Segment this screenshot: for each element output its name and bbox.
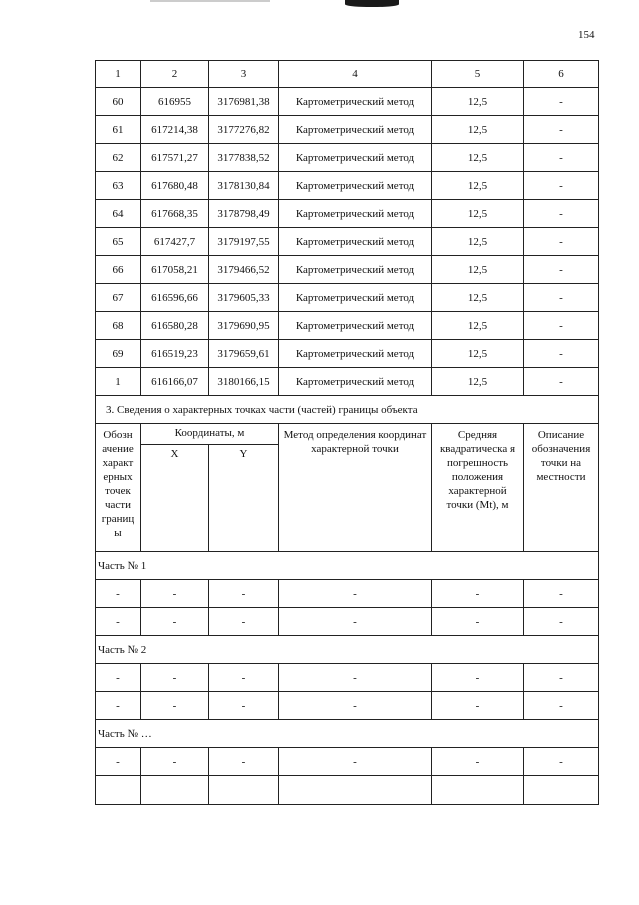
description-cell: - bbox=[524, 144, 599, 172]
accuracy-cell: 12,5 bbox=[432, 200, 524, 228]
method-cell: - bbox=[279, 664, 432, 692]
header-y: Y bbox=[209, 445, 279, 552]
point-number-cell: - bbox=[96, 692, 141, 720]
accuracy-cell: 12,5 bbox=[432, 172, 524, 200]
x-coordinate-cell: 617680,48 bbox=[141, 172, 209, 200]
header-accuracy: Средняя квадратическа я погрешность положения характерной точки (Mt), м bbox=[432, 424, 524, 552]
point-number-cell: - bbox=[96, 664, 141, 692]
accuracy-cell: 12,5 bbox=[432, 368, 524, 396]
accuracy-cell: - bbox=[432, 580, 524, 608]
header-method: Метод определения координат характерной точки bbox=[279, 424, 432, 552]
x-coordinate-cell: - bbox=[141, 692, 209, 720]
x-coordinate-cell: - bbox=[141, 748, 209, 776]
empty-cell bbox=[432, 776, 524, 805]
header-x: X bbox=[141, 445, 209, 552]
accuracy-cell: 12,5 bbox=[432, 88, 524, 116]
table-row bbox=[96, 88, 599, 116]
point-number-cell: - bbox=[96, 580, 141, 608]
table-body bbox=[96, 61, 599, 805]
table-row bbox=[96, 692, 599, 720]
description-cell: - bbox=[524, 692, 599, 720]
description-cell: - bbox=[524, 664, 599, 692]
header-point-designation: Обозн ачение характ ерных точек части границ ы bbox=[96, 424, 141, 552]
y-coordinate-cell: 3179466,52 bbox=[209, 256, 279, 284]
y-coordinate-cell: 3179605,33 bbox=[209, 284, 279, 312]
accuracy-cell: 12,5 bbox=[432, 228, 524, 256]
y-coordinate-cell: 3176981,38 bbox=[209, 88, 279, 116]
method-cell: - bbox=[279, 748, 432, 776]
table-row bbox=[96, 748, 599, 776]
description-cell: - bbox=[524, 368, 599, 396]
column-number: 1 bbox=[96, 61, 141, 88]
table-row bbox=[96, 340, 599, 368]
part-label: Часть № 2 bbox=[96, 636, 599, 664]
column-number: 5 bbox=[432, 61, 524, 88]
column-number: 6 bbox=[524, 61, 599, 88]
method-cell: - bbox=[279, 608, 432, 636]
point-number-cell: - bbox=[96, 608, 141, 636]
y-coordinate-cell: 3179659,61 bbox=[209, 340, 279, 368]
x-coordinate-cell: 617214,38 bbox=[141, 116, 209, 144]
method-cell: Картометрический метод bbox=[279, 200, 432, 228]
column-number: 4 bbox=[279, 61, 432, 88]
section-3-header-row bbox=[96, 424, 599, 445]
part-label-row bbox=[96, 720, 599, 748]
method-cell: Картометрический метод bbox=[279, 172, 432, 200]
x-coordinate-cell: 616580,28 bbox=[141, 312, 209, 340]
accuracy-cell: - bbox=[432, 608, 524, 636]
table-row bbox=[96, 228, 599, 256]
description-cell: - bbox=[524, 284, 599, 312]
table-row bbox=[96, 116, 599, 144]
description-cell: - bbox=[524, 580, 599, 608]
column-numbers-row bbox=[96, 61, 599, 88]
point-number-cell: 61 bbox=[96, 116, 141, 144]
column-number: 3 bbox=[209, 61, 279, 88]
y-coordinate-cell: 3177276,82 bbox=[209, 116, 279, 144]
table-row bbox=[96, 284, 599, 312]
method-cell: Картометрический метод bbox=[279, 88, 432, 116]
x-coordinate-cell: 616519,23 bbox=[141, 340, 209, 368]
x-coordinate-cell: - bbox=[141, 664, 209, 692]
x-coordinate-cell: - bbox=[141, 608, 209, 636]
accuracy-cell: 12,5 bbox=[432, 144, 524, 172]
accuracy-cell: 12,5 bbox=[432, 284, 524, 312]
empty-cell bbox=[96, 776, 141, 805]
y-coordinate-cell: - bbox=[209, 664, 279, 692]
page-number: 154 bbox=[578, 29, 595, 41]
description-cell: - bbox=[524, 88, 599, 116]
table-row bbox=[96, 256, 599, 284]
table-row bbox=[96, 172, 599, 200]
description-cell: - bbox=[524, 200, 599, 228]
method-cell: - bbox=[279, 692, 432, 720]
method-cell: Картометрический метод bbox=[279, 256, 432, 284]
table-row bbox=[96, 200, 599, 228]
method-cell: Картометрический метод bbox=[279, 228, 432, 256]
header-description: Описание обозначения точки на местности bbox=[524, 424, 599, 552]
part-label-row bbox=[96, 552, 599, 580]
scan-artifact-mark bbox=[345, 0, 399, 7]
empty-cell bbox=[141, 776, 209, 805]
point-number-cell: 65 bbox=[96, 228, 141, 256]
blank-row bbox=[96, 776, 599, 805]
method-cell: Картометрический метод bbox=[279, 312, 432, 340]
accuracy-cell: 12,5 bbox=[432, 116, 524, 144]
table-row bbox=[96, 580, 599, 608]
table-row bbox=[96, 368, 599, 396]
method-cell: Картометрический метод bbox=[279, 116, 432, 144]
description-cell: - bbox=[524, 748, 599, 776]
accuracy-cell: 12,5 bbox=[432, 256, 524, 284]
header-coordinates: Координаты, м bbox=[141, 424, 279, 445]
description-cell: - bbox=[524, 312, 599, 340]
x-coordinate-cell: 617571,27 bbox=[141, 144, 209, 172]
section-3-title: 3. Сведения о характерных точках части (частей) границы объекта bbox=[96, 396, 599, 424]
x-coordinate-cell: 616166,07 bbox=[141, 368, 209, 396]
part-label-row bbox=[96, 636, 599, 664]
section-3-heading-row bbox=[96, 396, 599, 424]
x-coordinate-cell: 617427,7 bbox=[141, 228, 209, 256]
method-cell: Картометрический метод bbox=[279, 144, 432, 172]
description-cell: - bbox=[524, 608, 599, 636]
y-coordinate-cell: 3178130,84 bbox=[209, 172, 279, 200]
method-cell: Картометрический метод bbox=[279, 340, 432, 368]
point-number-cell: - bbox=[96, 748, 141, 776]
y-coordinate-cell: - bbox=[209, 748, 279, 776]
y-coordinate-cell: 3179690,95 bbox=[209, 312, 279, 340]
table-row bbox=[96, 312, 599, 340]
y-coordinate-cell: 3178798,49 bbox=[209, 200, 279, 228]
y-coordinate-cell: - bbox=[209, 692, 279, 720]
table-row bbox=[96, 664, 599, 692]
y-coordinate-cell: 3180166,15 bbox=[209, 368, 279, 396]
part-label: Часть № … bbox=[96, 720, 599, 748]
table-row bbox=[96, 144, 599, 172]
y-coordinate-cell: - bbox=[209, 608, 279, 636]
description-cell: - bbox=[524, 172, 599, 200]
accuracy-cell: - bbox=[432, 692, 524, 720]
empty-cell bbox=[209, 776, 279, 805]
x-coordinate-cell: 616596,66 bbox=[141, 284, 209, 312]
point-number-cell: 67 bbox=[96, 284, 141, 312]
method-cell: Картометрический метод bbox=[279, 368, 432, 396]
scan-artifact-line bbox=[150, 0, 270, 2]
x-coordinate-cell: 616955 bbox=[141, 88, 209, 116]
x-coordinate-cell: 617668,35 bbox=[141, 200, 209, 228]
x-coordinate-cell: 617058,21 bbox=[141, 256, 209, 284]
y-coordinate-cell: 3179197,55 bbox=[209, 228, 279, 256]
empty-cell bbox=[524, 776, 599, 805]
accuracy-cell: - bbox=[432, 664, 524, 692]
accuracy-cell: 12,5 bbox=[432, 312, 524, 340]
point-number-cell: 62 bbox=[96, 144, 141, 172]
description-cell: - bbox=[524, 256, 599, 284]
method-cell: - bbox=[279, 580, 432, 608]
method-cell: Картометрический метод bbox=[279, 284, 432, 312]
point-number-cell: 1 bbox=[96, 368, 141, 396]
y-coordinate-cell: - bbox=[209, 580, 279, 608]
empty-cell bbox=[279, 776, 432, 805]
point-number-cell: 60 bbox=[96, 88, 141, 116]
x-coordinate-cell: - bbox=[141, 580, 209, 608]
part-label: Часть № 1 bbox=[96, 552, 599, 580]
table-row bbox=[96, 608, 599, 636]
accuracy-cell: - bbox=[432, 748, 524, 776]
point-number-cell: 69 bbox=[96, 340, 141, 368]
point-number-cell: 68 bbox=[96, 312, 141, 340]
column-number: 2 bbox=[141, 61, 209, 88]
point-number-cell: 64 bbox=[96, 200, 141, 228]
description-cell: - bbox=[524, 228, 599, 256]
y-coordinate-cell: 3177838,52 bbox=[209, 144, 279, 172]
boundary-points-table bbox=[95, 60, 599, 805]
point-number-cell: 63 bbox=[96, 172, 141, 200]
accuracy-cell: 12,5 bbox=[432, 340, 524, 368]
description-cell: - bbox=[524, 116, 599, 144]
point-number-cell: 66 bbox=[96, 256, 141, 284]
description-cell: - bbox=[524, 340, 599, 368]
